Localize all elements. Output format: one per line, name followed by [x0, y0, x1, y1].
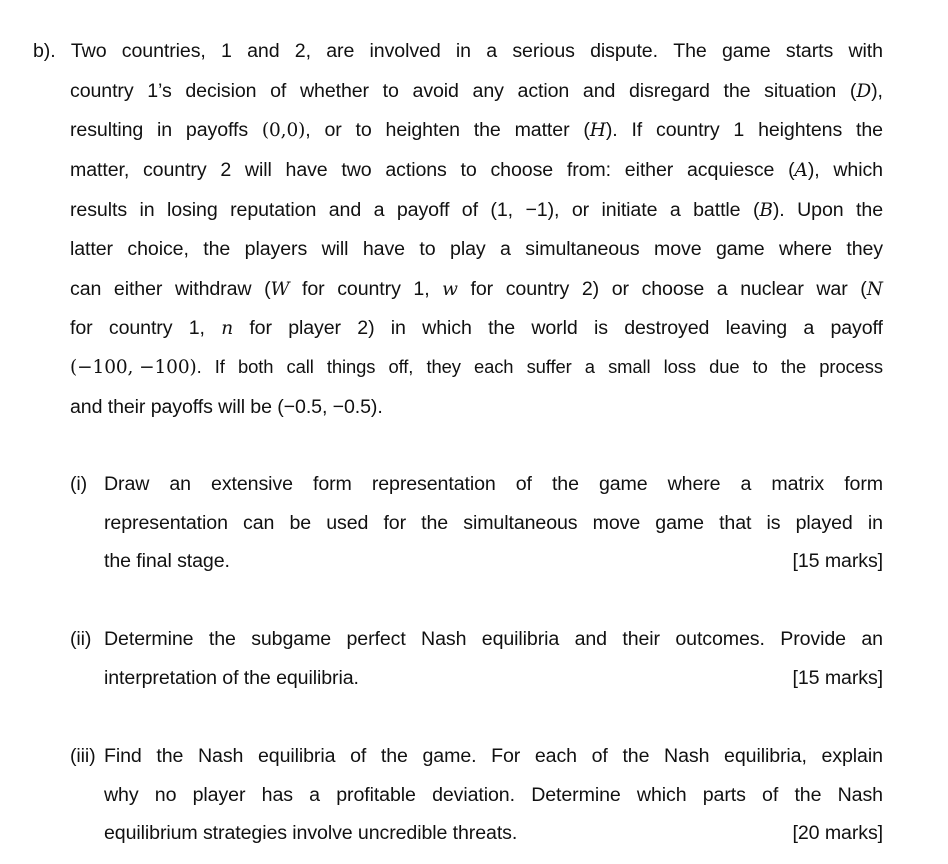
question-iii-marks: [20 marks]: [792, 822, 883, 844]
question-i-line-2: representation can be used for the simultaneous move game that is played in: [104, 512, 883, 534]
question-ii-marks: [15 marks]: [792, 667, 883, 689]
intro-line-3: resulting in payoffs (0,0), or to heighten the matter (H). If country 1 heightens the: [70, 119, 883, 141]
intro-line-2: country 1’s decision of whether to avoid any action and disregard the situation (D),: [70, 80, 883, 102]
question-i-marks: [15 marks]: [792, 550, 883, 572]
intro-line-4: matter, country 2 will have two actions to choose from: either acquiesce (A), which: [70, 159, 883, 181]
question-ii-line-2: [104, 666, 883, 690]
intro-line-6: latter choice, the players will have to play a simultaneous move game where they: [70, 238, 883, 260]
question-iii-line-1: Find the Nash equilibria of the game. For each of the Nash equilibria, explain: [104, 745, 883, 767]
question-i-line-1: Draw an extensive form representation of the game where a matrix form: [104, 473, 883, 495]
question-iii-line-3-text: equilibrium strategies involve uncredible threats.: [104, 822, 518, 844]
question-iii-line-3: [104, 821, 883, 845]
question-iii-line-2: why no player has a profitable deviation. Determine which parts of the Nash: [104, 784, 883, 806]
intro-line-1: b). Two countries, 1 and 2, are involved in a serious dispute. The game starts with: [33, 40, 883, 62]
intro-line-7: can either withdraw (W for country 1, w for country 2) or choose a nuclear war (N: [70, 278, 883, 300]
question-ii-line-1: Determine the subgame perfect Nash equilibria and their outcomes. Provide an: [104, 628, 883, 650]
intro-line-5: results in losing reputation and a payoff of (1, −1), or initiate a battle (B). Upon the: [70, 199, 883, 221]
question-ii-label: (ii): [70, 628, 92, 650]
question-i-label: (i): [70, 473, 88, 495]
intro-line-8: for country 1, n for player 2) in which the world is destroyed leaving a payoff: [70, 317, 883, 339]
question-i-line-3: [104, 549, 883, 573]
intro-line-9: (−100, −100). If both call things off, they each suffer a small loss due to the process: [70, 356, 883, 378]
question-i-line-3-text: the final stage.: [104, 550, 230, 572]
question-ii-line-2-text: interpretation of the equilibria.: [104, 667, 359, 689]
intro-line-10: and their payoffs will be (−0.5, −0.5).: [70, 396, 383, 418]
question-iii-label: (iii): [70, 745, 96, 767]
